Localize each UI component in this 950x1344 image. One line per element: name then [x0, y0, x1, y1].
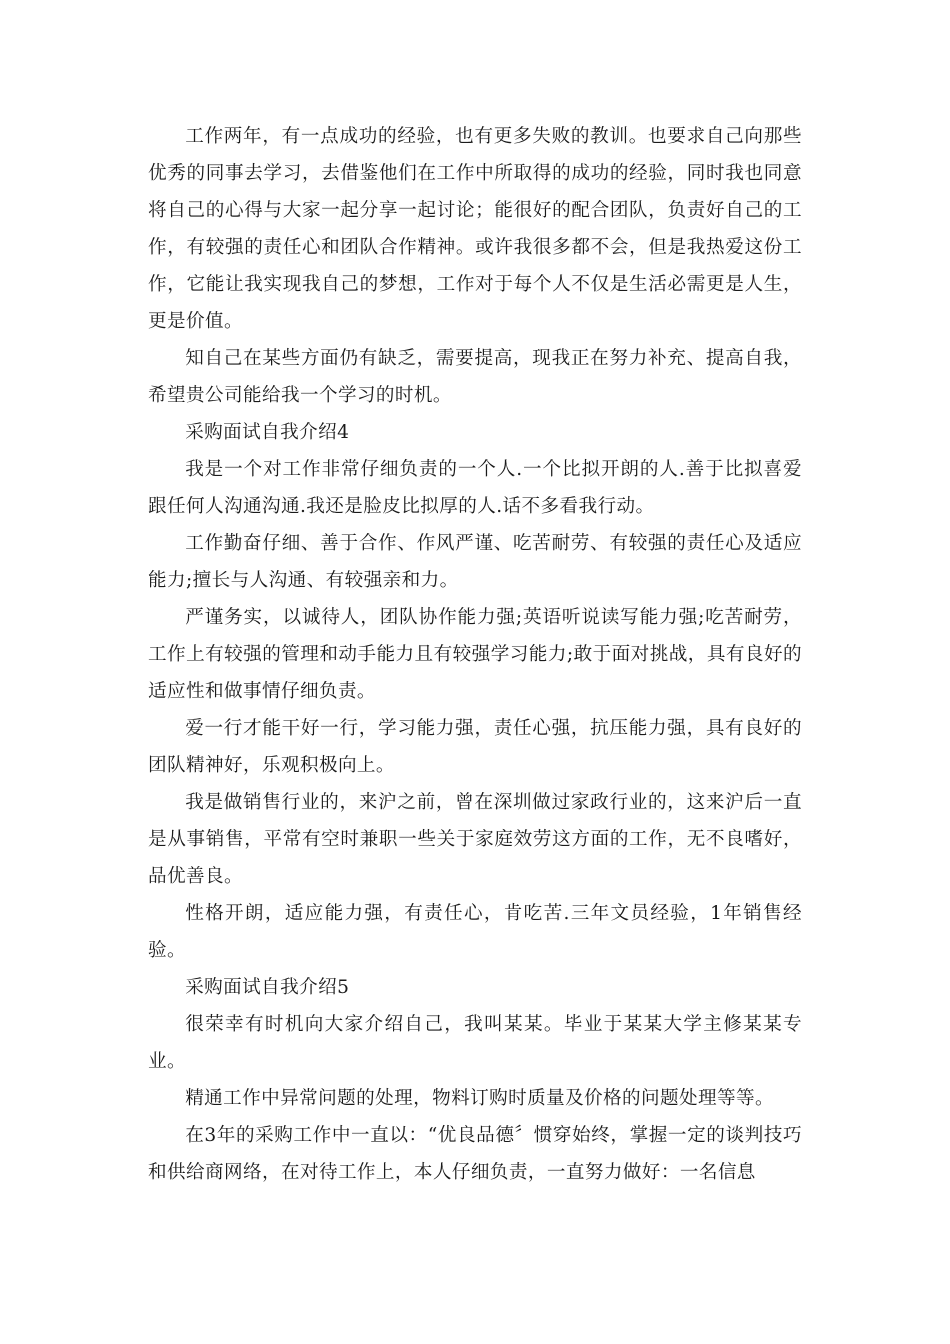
document-body: [148, 118, 802, 1191]
section-heading: 采购面试自我介绍4: [185, 422, 350, 443]
paragraph: 工作两年，有一点成功的经验，也有更多失败的教训。也要求自己向那些优秀的同事去学习，去借鉴他们在工作中所取得的成功的经验，同时我也同意将自己的心得与大家一起分享一起讨论；能很好的配合团队，负责好自己的工作，有较强的责任心和团队合作精神。或许我很多都不会，但是我热爱这份工作，它能让我实现我自己的梦想，工作对于每个人不仅是生活必需更是人生，更是价值。: [148, 126, 802, 332]
section-heading: 采购面试自我介绍5: [185, 977, 350, 998]
paragraph: 很荣幸有时机向大家介绍自己，我叫某某。毕业于某某大学主修某某专业。: [148, 1014, 802, 1072]
paragraph: 我是一个对工作非常仔细负责的一个人.一个比拟开朗的人.善于比拟喜爱跟任何人沟通沟通.我还是脸皮比拟厚的人.话不多看我行动。: [148, 459, 802, 517]
paragraph: 精通工作中异常问题的处理，物料订购时质量及价格的问题处理等等。: [185, 1088, 774, 1109]
paragraph: 爱一行才能干好一行，学习能力强，责任心强，抗压能力强，具有良好的团队精神好，乐观积极向上。: [148, 718, 802, 776]
paragraph: 性格开朗，适应能力强，有责任心，肯吃苦.三年文员经验，1年销售经验。: [148, 903, 802, 961]
paragraph: 我是做销售行业的，来沪之前，曾在深圳做过家政行业的，这来沪后一直是从事销售，平常有空时兼职一些关于家庭效劳这方面的工作，无不良嗜好，品优善良。: [148, 792, 802, 887]
paragraph: 在3年的采购工作中一直以：“优良品德〞惯穿始终，掌握一定的谈判技巧和供给商网络，在对待工作上，本人仔细负责，一直努力做好：一名信息: [148, 1125, 802, 1183]
paragraph: 严谨务实，以诚待人，团队协作能力强;英语听说读写能力强;吃苦耐劳，工作上有较强的管理和动手能力且有较强学习能力;敢于面对挑战，具有良好的适应性和做事情仔细负责。: [148, 607, 802, 702]
paragraph: 工作勤奋仔细、善于合作、作风严谨、吃苦耐劳、有较强的责任心及适应能力;擅长与人沟通、有较强亲和力。: [148, 533, 802, 591]
paragraph: 知自己在某些方面仍有缺乏，需要提高，现我正在努力补充、提高自我，希望贵公司能给我一个学习的时机。: [148, 348, 802, 406]
